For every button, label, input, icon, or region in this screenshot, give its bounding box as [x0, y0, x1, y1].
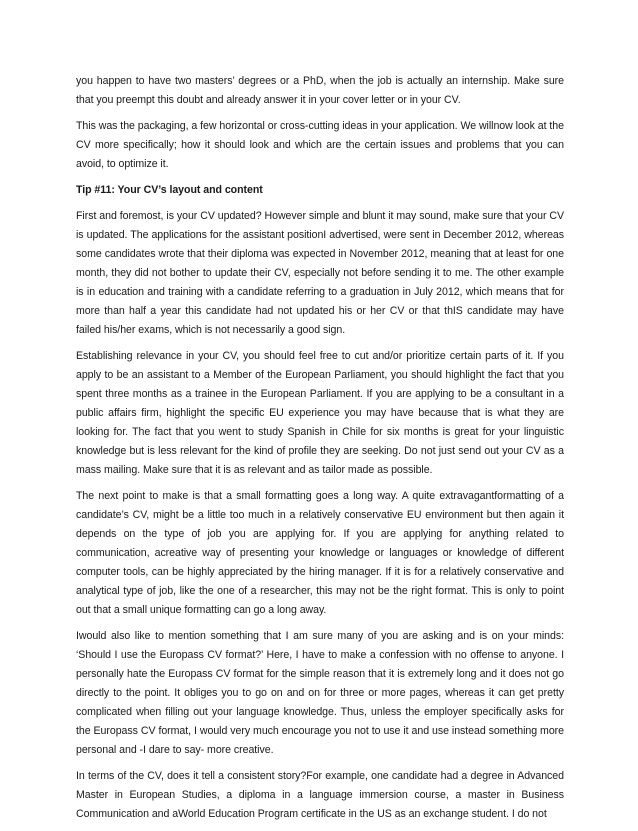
paragraph-packaging: This was the packaging, a few horizontal or cross-cutting ideas in your application. We willnow look at the CV more specifically; how it should look and which are the certain issues and problems that you can avoid, to optimize it. — [76, 120, 564, 170]
document-page — [76, 72, 564, 831]
paragraph-consistent-story: In terms of the CV, does it tell a consistent story?For example, one candidate had a degree in Advanced Master in European Studies, a diploma in a language immersion course, a master in Business Communication and aWorld Education Program certificate in the US as an exchange student. I do not — [76, 770, 564, 820]
paragraph-europass: Iwould also like to mention something that I am sure many of you are asking and is on your minds: ‘Should I use the Europass CV format?’ Here, I have to make a confession with no offense to anyone. I personally hate the Europass CV format for the simple reason that it is extremely long and it does not go directly to the point. It obliges you to go on and on for three or more pages, whereas it can get pretty complicated when filling out your language knowledge. Thus, unless the employer specifically asks for the Europass CV format, I would very much encourage you not to use it and use instead something more personal and -I dare to say- more creative. — [76, 630, 564, 756]
paragraph-relevance: Establishing relevance in your CV, you should feel free to cut and/or prioritize certain parts of it. If you apply to be an assistant to a Member of the European Parliament, you should highlight the fact that you spent three months as a trainee in the European Parliament. If you are applying to be a consultant in a public affairs firm, highlight the specific EU experience you may have because that is what they are looking for. The fact that you went to study Spanish in Chile for six months is great for your linguistic knowledge but is less relevant for the kind of profile they are seeking. Do not just send out your CV as a mass mailing. Make sure that it is as relevant and as tailor made as possible. — [76, 350, 564, 476]
paragraph-formatting: The next point to make is that a small formatting goes a long way. A quite extravagantformatting of a candidate’s CV, might be a little too much in a relatively conservative EU environment but then again it depends on the type of job you are applying for. If you are applying for anything related to communication, acreative way of presenting your knowledge or languages or knowledge of different computer tools, can be highly appreciated by the hiring manager. If it is for a relatively conservative and analytical type of job, like the one of a researcher, this may not be the right format. This is only to point out that a small unique formatting can go a long away. — [76, 490, 564, 616]
paragraph-cv-updated: First and foremost, is your CV updated? However simple and blunt it may sound, make sure that your CV is updated. The applications for the assistant positionI advertised, were sent in December 2012, whereas some candidates wrote that their diploma was expected in November 2012, meaning that at least for one month, they did not bother to update their CV, especially not before sending it to me. The other example is in education and training with a candidate referring to a graduation in July 2012, which means that for more than half a year this candidate had not updated his or her CV or that thIS candidate may have failed his/her exams, which is not necessarily a good sign. — [76, 210, 564, 336]
section-heading-tip-11: Tip #11: Your CV’s layout and content — [76, 184, 263, 196]
paragraph-masters-degrees: you happen to have two masters’ degrees or a PhD, when the job is actually an internship. Make sure that you preempt this doubt and already answer it in your cover letter or in your CV. — [76, 75, 564, 106]
